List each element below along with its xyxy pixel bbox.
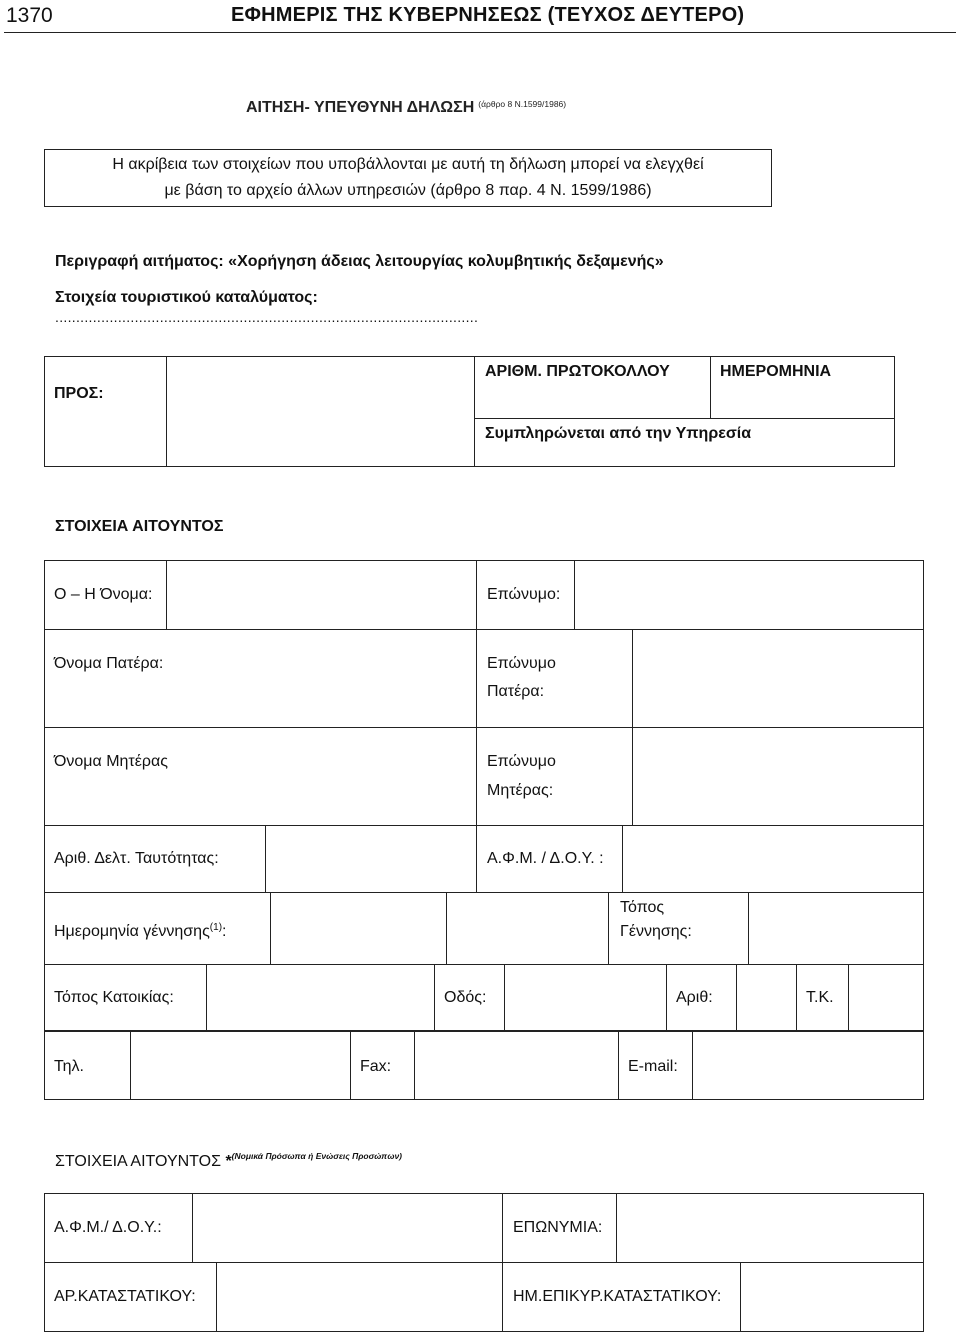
first-name-label: Ο – Η Όνομα: xyxy=(54,586,153,603)
phone-field[interactable] xyxy=(132,1033,348,1098)
mother-surname-label-line1: Επώνυμο xyxy=(487,753,556,770)
statute-date-field[interactable] xyxy=(742,1264,922,1330)
header-divider xyxy=(4,32,956,33)
recipient-field[interactable] xyxy=(168,358,472,465)
id-number-label: Αριθ. Δελτ. Ταυτότητας: xyxy=(54,850,219,867)
birth-date-footnote: (1) xyxy=(209,922,223,933)
birth-place-label-line2: Γέννησης: xyxy=(620,923,692,940)
email-field[interactable] xyxy=(694,1033,922,1098)
request-description: Περιγραφή αιτήματος: «Χορήγηση άδειας λειτουργίας κολυμβητικής δεξαμενής» xyxy=(55,253,664,270)
street-number-label: Αριθ: xyxy=(676,989,713,1006)
surname-field[interactable] xyxy=(576,562,922,627)
street-number-field[interactable] xyxy=(738,966,794,1029)
to-label: ΠΡΟΣ: xyxy=(54,385,104,402)
form-title xyxy=(246,99,566,117)
postal-code-label: Τ.Κ. xyxy=(806,989,834,1006)
lodging-details-field[interactable]: ..................................................................................................... xyxy=(55,309,479,325)
phone-label: Τηλ. xyxy=(54,1058,84,1075)
tax-number-field[interactable] xyxy=(624,827,922,890)
page-number: 1370 xyxy=(6,4,53,27)
mother-surname-label-line2: Μητέρας: xyxy=(487,782,554,799)
residence-field[interactable] xyxy=(208,966,432,1029)
legal-tax-number-field[interactable] xyxy=(194,1195,500,1260)
legal-entity-note: (Νομικά Πρόσωπα ή Ενώσεις Προσώπων) xyxy=(231,1151,402,1161)
statute-date-label: ΗΜ.ΕΠΙΚΥΡ.ΚΑΤΑΣΤΑΤΙΚΟΥ: xyxy=(513,1288,722,1305)
first-name-field[interactable] xyxy=(168,562,474,627)
lodging-details-label: Στοιχεία τουριστικού καταλύματος: xyxy=(55,289,318,306)
company-name-label: ΕΠΩΝΥΜΙΑ: xyxy=(513,1219,603,1236)
residence-label: Τόπος Κατοικίας: xyxy=(54,989,174,1006)
birth-date-field[interactable] xyxy=(448,894,606,962)
mother-name-label: Όνομα Μητέρας xyxy=(54,753,168,770)
father-name-label: Όνομα Πατέρα: xyxy=(54,655,164,672)
birth-place-label-line1: Τόπος xyxy=(620,899,665,916)
legal-entity-section-title xyxy=(55,1151,402,1171)
surname-label: Επώνυμο: xyxy=(487,586,561,603)
statute-number-field[interactable] xyxy=(218,1264,500,1330)
company-name-field[interactable] xyxy=(618,1195,922,1260)
email-label: E-mail: xyxy=(628,1058,678,1075)
birth-date-colon: : xyxy=(222,923,227,940)
notice-line-1: Η ακρίβεια των στοιχείων που υποβάλλονται με αυτή τη δήλωση μπορεί να ελεγχθεί xyxy=(112,156,704,173)
fax-label: Fax: xyxy=(360,1058,392,1075)
father-surname-label-line1: Επώνυμο xyxy=(487,655,556,672)
mother-surname-field[interactable] xyxy=(634,729,922,823)
filled-by-service-note: Συμπληρώνεται από την Υπηρεσία xyxy=(485,425,752,442)
birth-place-field[interactable] xyxy=(750,894,922,962)
street-label: Οδός: xyxy=(444,989,487,1006)
date-label: ΗΜΕΡΟΜΗΝΙΑ xyxy=(720,363,832,380)
birth-date-text: Ημερομηνία γέννησης xyxy=(54,923,210,940)
accuracy-notice-box xyxy=(44,149,772,207)
gazette-title: ΕΦΗΜΕΡΙΣ ΤΗΣ ΚΥΒΕΡΝΗΣΕΩΣ (ΤΕΥΧΟΣ ΔΕΥΤΕΡΟ) xyxy=(231,4,745,26)
postal-code-field[interactable] xyxy=(850,966,922,1029)
legal-entity-title-text: ΣΤΟΙΧΕΙΑ ΑΙΤΟΥΝΤΟΣ xyxy=(55,1153,221,1170)
father-surname-label-line2: Πατέρα: xyxy=(487,683,545,700)
father-surname-field[interactable] xyxy=(634,631,922,725)
legal-entity-asterisk: * xyxy=(225,1153,232,1170)
fax-field[interactable] xyxy=(416,1033,616,1098)
notice-line-2: με βάση το αρχείο άλλων υπηρεσιών (άρθρο 8 παρ. 4 Ν. 1599/1986) xyxy=(164,182,652,199)
tax-number-label: Α.Φ.Μ. / Δ.Ο.Υ. : xyxy=(487,850,604,867)
statute-number-label: ΑΡ.ΚΑΤΑΣΤΑΤΙΚΟΥ: xyxy=(54,1288,196,1305)
id-number-field[interactable] xyxy=(267,827,474,890)
legal-tax-number-label: Α.Φ.Μ./ Δ.Ο.Υ.: xyxy=(54,1219,162,1236)
street-field[interactable] xyxy=(506,966,664,1029)
protocol-number-label: ΑΡΙΘΜ. ΠΡΩΤΟΚΟΛΛΟΥ xyxy=(485,363,670,380)
form-title-text: ΑΙΤΗΣΗ- ΥΠΕΥΘΥΝΗ ΔΗΛΩΣΗ xyxy=(246,99,475,116)
birth-date-label xyxy=(54,918,226,942)
applicant-section-title: ΣΤΟΙΧΕΙΑ ΑΙΤΟΥΝΤΟΣ xyxy=(55,518,224,535)
form-title-reference: (άρθρο 8 Ν.1599/1986) xyxy=(478,99,567,109)
